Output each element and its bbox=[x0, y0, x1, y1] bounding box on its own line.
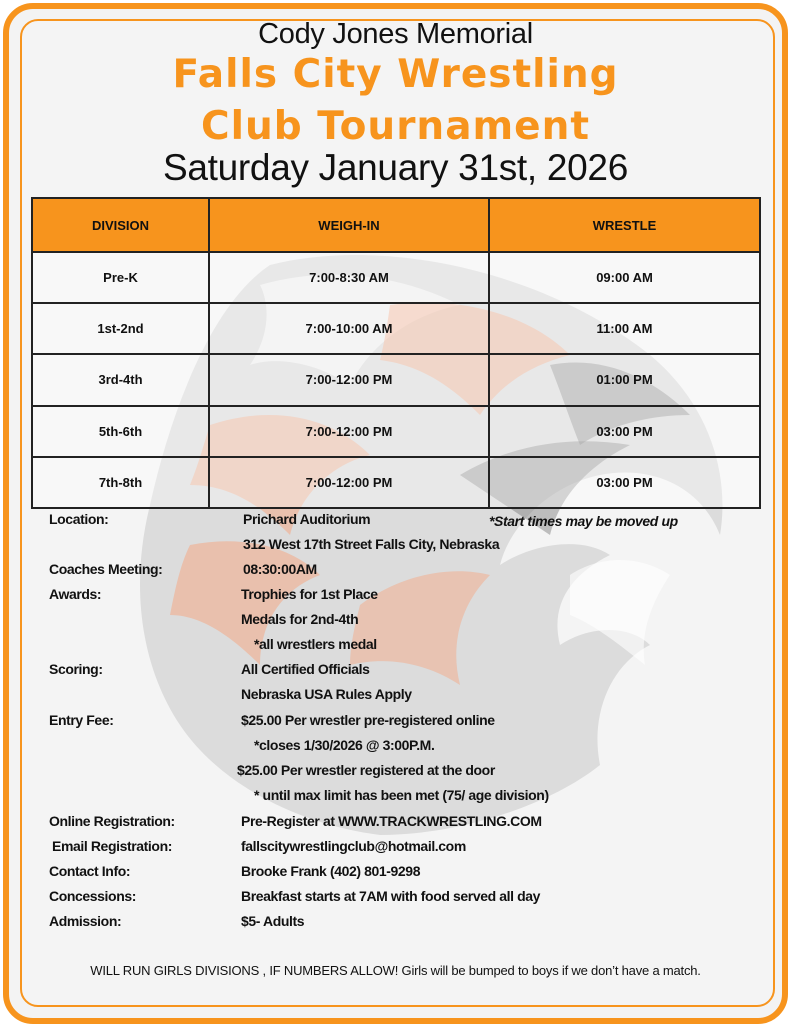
footer-note: WILL RUN GIRLS DIVISIONS , IF NUMBERS ALLOW! Girls will be bumped to boys if we don’t have a match. bbox=[90, 963, 701, 978]
concessions-value: Breakfast starts at 7AM with food served all day bbox=[241, 888, 541, 904]
division-cell: 3rd-4th bbox=[32, 354, 209, 405]
header-weigh-in: WEIGH-IN bbox=[209, 198, 489, 252]
admission-label: Admission: bbox=[49, 913, 122, 929]
concessions-label: Concessions: bbox=[49, 888, 136, 904]
coaches-meeting-label: Coaches Meeting: bbox=[49, 561, 163, 577]
weigh-in-cell: 7:00-12:00 PM bbox=[209, 354, 489, 405]
scoring-rules: Nebraska USA Rules Apply bbox=[241, 686, 412, 702]
awards-label: Awards: bbox=[49, 586, 102, 602]
scoring-officials: All Certified Officials bbox=[241, 661, 370, 677]
awards-medals: Medals for 2nd-4th bbox=[241, 611, 359, 627]
awards-trophies: Trophies for 1st Place bbox=[241, 586, 378, 602]
weigh-in-cell: 7:00-8:30 AM bbox=[209, 252, 489, 303]
online-registration-label: Online Registration: bbox=[49, 813, 175, 829]
email-registration-value: fallscitywrestlingclub@hotmail.com bbox=[241, 838, 466, 854]
header-division: DIVISION bbox=[32, 198, 209, 252]
scoring-label: Scoring: bbox=[49, 661, 103, 677]
division-cell: 5th-6th bbox=[32, 406, 209, 457]
entry-fee-online: $25.00 Per wrestler pre-registered online bbox=[241, 712, 495, 728]
entry-fee-limit: * until max limit has been met (75/ age division) bbox=[254, 787, 549, 803]
tournament-title-line1: Falls City Wrestling bbox=[172, 52, 619, 97]
division-cell: Pre-K bbox=[32, 252, 209, 303]
weigh-in-cell: 7:00-12:00 PM bbox=[209, 457, 489, 508]
wrestle-cell: 03:00 PM bbox=[489, 457, 760, 508]
entry-fee-label: Entry Fee: bbox=[49, 712, 114, 728]
admission-value: $5- Adults bbox=[241, 913, 305, 929]
header-wrestle: WRESTLE bbox=[489, 198, 760, 252]
wrestle-cell: 09:00 AM bbox=[489, 252, 760, 303]
contact-info-label: Contact Info: bbox=[49, 863, 131, 879]
entry-fee-closes: *closes 1/30/2026 @ 3:00P.M. bbox=[254, 737, 435, 753]
division-cell: 1st-2nd bbox=[32, 303, 209, 354]
tournament-title-line2: Club Tournament bbox=[200, 104, 591, 149]
contact-info-value: Brooke Frank (402) 801-9298 bbox=[241, 863, 421, 879]
memorial-title: Cody Jones Memorial bbox=[258, 18, 533, 50]
entry-fee-door: $25.00 Per wrestler registered at the door bbox=[237, 762, 495, 778]
wrestle-cell: 03:00 PM bbox=[489, 406, 760, 457]
location-address: 312 West 17th Street Falls City, Nebraska bbox=[243, 536, 500, 552]
wrestle-cell: 01:00 PM bbox=[489, 354, 760, 405]
location-label: Location: bbox=[49, 511, 109, 527]
location-venue: Prichard Auditorium bbox=[243, 511, 371, 527]
start-times-note: *Start times may be moved up bbox=[489, 513, 678, 529]
awards-all-medal: *all wrestlers medal bbox=[254, 636, 377, 652]
wrestle-cell: 11:00 AM bbox=[489, 303, 760, 354]
weigh-in-cell: 7:00-10:00 AM bbox=[209, 303, 489, 354]
weigh-in-cell: 7:00-12:00 PM bbox=[209, 406, 489, 457]
online-registration-value: Pre-Register at WWW.TRACKWRESTLING.COM bbox=[241, 813, 542, 829]
coaches-meeting-time: 08:30:00AM bbox=[243, 561, 317, 577]
event-date: Saturday January 31st, 2026 bbox=[163, 147, 628, 188]
division-cell: 7th-8th bbox=[32, 457, 209, 508]
email-registration-label: Email Registration: bbox=[52, 838, 172, 854]
